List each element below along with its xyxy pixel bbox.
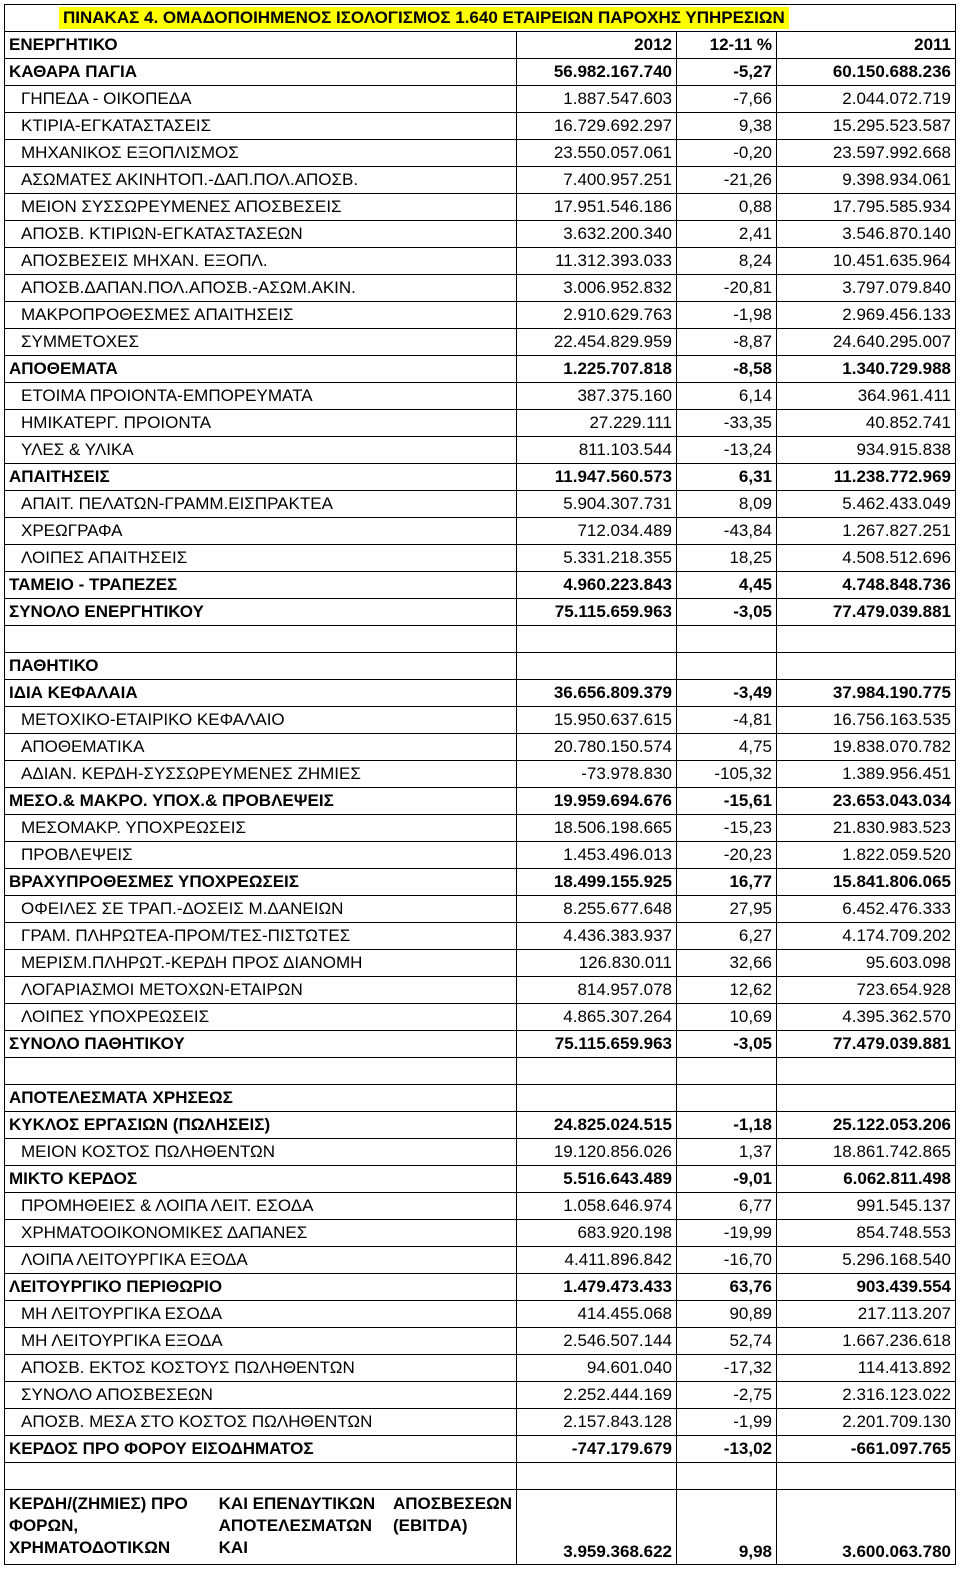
row-pct-change: 0,88 <box>676 194 776 220</box>
row-value-2011: 114.413.892 <box>776 1355 956 1381</box>
row-label: ΧΡΗΜΑΤΟΟΙΚΟΝΟΜΙΚΕΣ ΔΑΠΑΝΕΣ <box>4 1220 516 1246</box>
row-label: ΚΤΙΡΙΑ-ΕΓΚΑΤΑΣΤΑΣΕΙΣ <box>4 113 516 139</box>
row-pct-change: 6,31 <box>676 464 776 490</box>
row-pct-change: 52,74 <box>676 1328 776 1354</box>
table-row <box>4 437 956 464</box>
table-row-blank <box>4 626 956 653</box>
row-value-2011: 25.122.053.206 <box>776 1112 956 1138</box>
table-row <box>4 707 956 734</box>
table-row <box>4 140 956 167</box>
row-value-2012: 814.957.078 <box>516 977 676 1003</box>
table-row <box>4 1436 956 1463</box>
row-value-2011: 2.969.456.133 <box>776 302 956 328</box>
ebitda-row <box>4 1490 956 1565</box>
table-row <box>4 275 956 302</box>
table-row <box>4 329 956 356</box>
row-label: ΓΗΠΕΔΑ - ΟΙΚΟΠΕΔΑ <box>4 86 516 112</box>
table-row <box>4 1112 956 1139</box>
row-pct-change: 4,45 <box>676 572 776 598</box>
row-value-2011: 2.201.709.130 <box>776 1409 956 1435</box>
row-pct-change: -5,27 <box>676 59 776 85</box>
row-pct-change: -3,49 <box>676 680 776 706</box>
row-value-2011: 854.748.553 <box>776 1220 956 1246</box>
header-2012: 2012 <box>516 32 676 58</box>
row-label: ΜΕΙΟΝ ΚΟΣΤΟΣ ΠΩΛΗΘΕΝΤΩΝ <box>4 1139 516 1165</box>
table-row <box>4 1004 956 1031</box>
row-label: ΜΕΣΟ.& ΜΑΚΡΟ. ΥΠΟΧ.& ΠΡΟΒΛΕΨΕΙΣ <box>4 788 516 814</box>
row-pct-change: -4,81 <box>676 707 776 733</box>
row-value-2012: 5.516.643.489 <box>516 1166 676 1192</box>
row-value-2011: 24.640.295.007 <box>776 329 956 355</box>
row-pct-change <box>676 1085 776 1111</box>
table-row <box>4 221 956 248</box>
balance-sheet-table <box>4 4 956 1565</box>
row-pct-change: 2,41 <box>676 221 776 247</box>
row-pct-change: -17,32 <box>676 1355 776 1381</box>
row-pct-change: 32,66 <box>676 950 776 976</box>
row-value-2012: 5.904.307.731 <box>516 491 676 517</box>
table-row <box>4 680 956 707</box>
row-label: ΓΡΑΜ. ΠΛΗΡΩΤΕΑ-ΠΡΟΜ/ΤΕΣ-ΠΙΣΤΩΤΕΣ <box>4 923 516 949</box>
table-row <box>4 86 956 113</box>
row-pct-change: 6,14 <box>676 383 776 409</box>
table-row <box>4 1328 956 1355</box>
table-row <box>4 896 956 923</box>
header-pct: 12-11 % <box>676 32 776 58</box>
row-value-2012: 18.499.155.925 <box>516 869 676 895</box>
row-value-2011: 217.113.207 <box>776 1301 956 1327</box>
row-value-2012: 19.120.856.026 <box>516 1139 676 1165</box>
row-label: ΑΠΟΘΕΜΑΤΙΚΑ <box>4 734 516 760</box>
row-value-2011: 1.340.729.988 <box>776 356 956 382</box>
row-value-2011: 23.597.992.668 <box>776 140 956 166</box>
row-label: ΟΦΕΙΛΕΣ ΣΕ ΤΡΑΠ.-ΔΟΣΕΙΣ Μ.ΔΑΝΕΙΩΝ <box>4 896 516 922</box>
row-label <box>4 1058 516 1084</box>
row-value-2011: 23.653.043.034 <box>776 788 956 814</box>
table-row <box>4 869 956 896</box>
row-value-2011: 3.797.079.840 <box>776 275 956 301</box>
table-row <box>4 977 956 1004</box>
row-label: ΑΠΑΙΤΗΣΕΙΣ <box>4 464 516 490</box>
row-pct-change: -16,70 <box>676 1247 776 1273</box>
row-value-2012 <box>516 1058 676 1084</box>
row-value-2011: 60.150.688.236 <box>776 59 956 85</box>
row-value-2012: 4.411.896.842 <box>516 1247 676 1273</box>
table-row <box>4 1382 956 1409</box>
row-value-2012: -747.179.679 <box>516 1436 676 1462</box>
row-value-2012: 1.453.496.013 <box>516 842 676 868</box>
row-value-2011: 2.044.072.719 <box>776 86 956 112</box>
row-label: ΒΡΑΧΥΠΡΟΘΕΣΜΕΣ ΥΠΟΧΡΕΩΣΕΙΣ <box>4 869 516 895</box>
row-pct-change: -105,32 <box>676 761 776 787</box>
ebitda-label-line2: ΚΑΙ ΕΠΕΝΔΥΤΙΚΩΝ ΑΠΟΤΕΛΕΣΜΑΤΩΝ ΚΑΙ <box>218 1494 376 1557</box>
table-title: ΠΙΝΑΚΑΣ 4. ΟΜΑΔΟΠΟΙΗΜΕΝΟΣ ΙΣΟΛΟΓΙΣΜΟΣ 1.640 ΕΤΑΙΡΕΙΩΝ ΠΑΡΟΧΗΣ ΥΠΗΡΕΣΙΩΝ <box>59 7 789 29</box>
table-row <box>4 653 956 680</box>
row-pct-change: -3,05 <box>676 599 776 625</box>
table-row <box>4 167 956 194</box>
row-pct-change: -20,23 <box>676 842 776 868</box>
row-label: ΣΥΝΟΛΟ ΠΑΘΗΤΙΚΟΥ <box>4 1031 516 1057</box>
row-value-2012: 2.252.444.169 <box>516 1382 676 1408</box>
row-value-2011: 17.795.585.934 <box>776 194 956 220</box>
row-pct-change: -8,58 <box>676 356 776 382</box>
table-row <box>4 491 956 518</box>
row-value-2011: 95.603.098 <box>776 950 956 976</box>
row-value-2012: 27.229.111 <box>516 410 676 436</box>
row-value-2012: -73.978.830 <box>516 761 676 787</box>
row-label: ΑΠΟΣΒ. ΜΕΣΑ ΣΤΟ ΚΟΣΤΟΣ ΠΩΛΗΘΕΝΤΩΝ <box>4 1409 516 1435</box>
row-label: ΜΕΡΙΣΜ.ΠΛΗΡΩΤ.-ΚΕΡΔΗ ΠΡΟΣ ΔΙΑΝΟΜΗ <box>4 950 516 976</box>
row-value-2012: 8.255.677.648 <box>516 896 676 922</box>
table-row <box>4 1274 956 1301</box>
ebitda-label <box>4 1490 516 1564</box>
row-label: ΑΣΩΜΑΤΕΣ ΑΚΙΝΗΤΟΠ.-ΔΑΠ.ΠΟΛ.ΑΠΟΣΒ. <box>4 167 516 193</box>
row-pct-change: -9,01 <box>676 1166 776 1192</box>
row-value-2011: 6.062.811.498 <box>776 1166 956 1192</box>
row-label: ΜΕΙΟΝ ΣΥΣΣΩΡΕΥΜΕΝΕΣ ΑΠΟΣΒΕΣΕΙΣ <box>4 194 516 220</box>
row-label: ΜΗ ΛΕΙΤΟΥΡΓΙΚΑ ΕΣΟΔΑ <box>4 1301 516 1327</box>
row-value-2012: 811.103.544 <box>516 437 676 463</box>
row-value-2011: -661.097.765 <box>776 1436 956 1462</box>
row-pct-change: -33,35 <box>676 410 776 436</box>
table-row <box>4 572 956 599</box>
row-label: ΣΥΝΟΛΟ ΕΝΕΡΓΗΤΙΚΟΥ <box>4 599 516 625</box>
row-pct-change: -21,26 <box>676 167 776 193</box>
table-title-row <box>4 4 956 32</box>
row-pct-change: 6,77 <box>676 1193 776 1219</box>
row-pct-change: -13,24 <box>676 437 776 463</box>
row-pct-change: 27,95 <box>676 896 776 922</box>
row-label: ΜΙΚΤΟ ΚΕΡΔΟΣ <box>4 1166 516 1192</box>
row-label: ΧΡΕΩΓΡΑΦΑ <box>4 518 516 544</box>
row-pct-change: 63,76 <box>676 1274 776 1300</box>
row-value-2012: 11.312.393.033 <box>516 248 676 274</box>
table-row <box>4 545 956 572</box>
row-pct-change: 8,24 <box>676 248 776 274</box>
row-value-2012 <box>516 1463 676 1489</box>
row-value-2012: 56.982.167.740 <box>516 59 676 85</box>
table-row <box>4 464 956 491</box>
row-value-2011: 4.174.709.202 <box>776 923 956 949</box>
row-pct-change: 6,27 <box>676 923 776 949</box>
table-row <box>4 842 956 869</box>
table-row <box>4 302 956 329</box>
table-row <box>4 1193 956 1220</box>
row-value-2011: 10.451.635.964 <box>776 248 956 274</box>
table-row <box>4 248 956 275</box>
ebitda-2012: 3.959.368.622 <box>516 1490 676 1564</box>
row-pct-change: 16,77 <box>676 869 776 895</box>
row-pct-change <box>676 1058 776 1084</box>
row-label: ΛΟΙΠΕΣ ΥΠΟΧΡΕΩΣΕΙΣ <box>4 1004 516 1030</box>
row-pct-change: -43,84 <box>676 518 776 544</box>
row-value-2011: 18.861.742.865 <box>776 1139 956 1165</box>
row-value-2012: 1.479.473.433 <box>516 1274 676 1300</box>
table-row <box>4 1166 956 1193</box>
row-value-2011: 3.546.870.140 <box>776 221 956 247</box>
table-row <box>4 1409 956 1436</box>
row-value-2011: 15.295.523.587 <box>776 113 956 139</box>
row-label: ΙΔΙΑ ΚΕΦΑΛΑΙΑ <box>4 680 516 706</box>
row-value-2012: 20.780.150.574 <box>516 734 676 760</box>
table-row <box>4 1301 956 1328</box>
row-value-2011: 16.756.163.535 <box>776 707 956 733</box>
row-pct-change: -0,20 <box>676 140 776 166</box>
row-label <box>4 1463 516 1489</box>
table-row <box>4 194 956 221</box>
row-value-2011 <box>776 653 956 679</box>
row-value-2012: 5.331.218.355 <box>516 545 676 571</box>
row-pct-change: 9,38 <box>676 113 776 139</box>
row-label: ΑΠΟΣΒ. ΚΤΙΡΙΩΝ-ΕΓΚΑΤΑΣΤΑΣΕΩΝ <box>4 221 516 247</box>
row-pct-change: -2,75 <box>676 1382 776 1408</box>
row-value-2012: 17.951.546.186 <box>516 194 676 220</box>
row-label: ΜΑΚΡΟΠΡΟΘΕΣΜΕΣ ΑΠΑΙΤΗΣΕΙΣ <box>4 302 516 328</box>
row-value-2011: 9.398.934.061 <box>776 167 956 193</box>
row-value-2012: 2.910.629.763 <box>516 302 676 328</box>
row-pct-change <box>676 626 776 652</box>
ebitda-pct: 9,98 <box>676 1490 776 1564</box>
row-pct-change: 12,62 <box>676 977 776 1003</box>
table-row <box>4 410 956 437</box>
row-value-2012: 3.632.200.340 <box>516 221 676 247</box>
row-label: ΑΠΟΘΕΜΑΤΑ <box>4 356 516 382</box>
table-row <box>4 761 956 788</box>
row-label: ΕΤΟΙΜΑ ΠΡΟΙΟΝΤΑ-ΕΜΠΟΡΕΥΜΑΤΑ <box>4 383 516 409</box>
row-value-2012 <box>516 626 676 652</box>
row-value-2011: 77.479.039.881 <box>776 1031 956 1057</box>
row-value-2012: 712.034.489 <box>516 518 676 544</box>
ebitda-label-line3: ΑΠΟΣΒΕΣΕΩΝ (EBITDA) <box>392 1494 512 1535</box>
row-value-2011: 15.841.806.065 <box>776 869 956 895</box>
row-value-2012: 1.225.707.818 <box>516 356 676 382</box>
row-pct-change: -15,23 <box>676 815 776 841</box>
header-2011: 2011 <box>776 32 956 58</box>
row-label: ΣΥΜΜΕΤΟΧΕΣ <box>4 329 516 355</box>
table-row-blank <box>4 1058 956 1085</box>
row-value-2012 <box>516 653 676 679</box>
row-value-2012: 387.375.160 <box>516 383 676 409</box>
row-value-2011: 364.961.411 <box>776 383 956 409</box>
row-label: ΠΡΟΒΛΕΨΕΙΣ <box>4 842 516 868</box>
row-label: ΛΕΙΤΟΥΡΓΙΚΟ ΠΕΡΙΘΩΡΙΟ <box>4 1274 516 1300</box>
row-pct-change: -19,99 <box>676 1220 776 1246</box>
row-value-2012: 1.058.646.974 <box>516 1193 676 1219</box>
row-pct-change: 1,37 <box>676 1139 776 1165</box>
row-value-2012: 126.830.011 <box>516 950 676 976</box>
row-value-2011: 903.439.554 <box>776 1274 956 1300</box>
row-value-2012: 18.506.198.665 <box>516 815 676 841</box>
table-row <box>4 788 956 815</box>
row-pct-change: -7,66 <box>676 86 776 112</box>
row-value-2011: 1.389.956.451 <box>776 761 956 787</box>
row-label: ΚΕΡΔΟΣ ΠΡΟ ΦΟΡΟΥ ΕΙΣΟΔΗΜΑΤΟΣ <box>4 1436 516 1462</box>
row-label: ΠΡΟΜΗΘΕΙΕΣ & ΛΟΙΠΑ ΛΕΙΤ. ΕΣΟΔΑ <box>4 1193 516 1219</box>
row-value-2012: 15.950.637.615 <box>516 707 676 733</box>
row-value-2011: 4.748.848.736 <box>776 572 956 598</box>
row-label: ΜΕΤΟΧΙΚΟ-ΕΤΑΙΡΙΚΟ ΚΕΦΑΛΑΙΟ <box>4 707 516 733</box>
row-pct-change <box>676 1463 776 1489</box>
row-value-2012 <box>516 1085 676 1111</box>
row-value-2012: 7.400.957.251 <box>516 167 676 193</box>
row-label: ΜΗΧΑΝΙΚΟΣ ΕΞΟΠΛΙΣΜΟΣ <box>4 140 516 166</box>
row-value-2011: 1.667.236.618 <box>776 1328 956 1354</box>
table-row <box>4 1031 956 1058</box>
row-value-2012: 414.455.068 <box>516 1301 676 1327</box>
row-label: ΚΥΚΛΟΣ ΕΡΓΑΣΙΩΝ (ΠΩΛΗΣΕΙΣ) <box>4 1112 516 1138</box>
table-row <box>4 1085 956 1112</box>
row-value-2012: 683.920.198 <box>516 1220 676 1246</box>
row-value-2011: 19.838.070.782 <box>776 734 956 760</box>
table-row <box>4 59 956 86</box>
table-row <box>4 113 956 140</box>
table-row <box>4 383 956 410</box>
row-value-2012: 36.656.809.379 <box>516 680 676 706</box>
row-label: ΥΛΕΣ & ΥΛΙΚΑ <box>4 437 516 463</box>
row-value-2011: 5.462.433.049 <box>776 491 956 517</box>
row-value-2011: 40.852.741 <box>776 410 956 436</box>
row-pct-change: 90,89 <box>676 1301 776 1327</box>
row-value-2011 <box>776 1058 956 1084</box>
row-value-2012: 3.006.952.832 <box>516 275 676 301</box>
row-label: ΛΟΙΠΕΣ ΑΠΑΙΤΗΣΕΙΣ <box>4 545 516 571</box>
row-value-2012: 16.729.692.297 <box>516 113 676 139</box>
table-row-blank <box>4 1463 956 1490</box>
table-row <box>4 1139 956 1166</box>
row-label: ΑΠΟΣΒ. ΕΚΤΟΣ ΚΟΣΤΟΥΣ ΠΩΛΗΘΕΝΤΩΝ <box>4 1355 516 1381</box>
table-row <box>4 1355 956 1382</box>
row-value-2011: 1.822.059.520 <box>776 842 956 868</box>
table-row <box>4 815 956 842</box>
row-label: ΑΠΟΤΕΛΕΣΜΑΤΑ ΧΡΗΣΕΩΣ <box>4 1085 516 1111</box>
row-value-2012: 2.157.843.128 <box>516 1409 676 1435</box>
row-value-2012: 4.960.223.843 <box>516 572 676 598</box>
ebitda-label-line1: ΚΕΡΔΗ/(ΖΗΜΙΕΣ) ΠΡΟ ΦΟΡΩΝ, ΧΡΗΜΑΤΟΔΟΤΙΚΩΝ <box>9 1494 188 1557</box>
row-value-2011: 723.654.928 <box>776 977 956 1003</box>
row-label: ΑΔΙΑΝ. ΚΕΡΔΗ-ΣΥΣΣΩΡΕΥΜΕΝΕΣ ΖΗΜΙΕΣ <box>4 761 516 787</box>
row-value-2012: 19.959.694.676 <box>516 788 676 814</box>
row-pct-change <box>676 653 776 679</box>
row-value-2011: 4.508.512.696 <box>776 545 956 571</box>
row-value-2011: 21.830.983.523 <box>776 815 956 841</box>
row-value-2012: 75.115.659.963 <box>516 1031 676 1057</box>
table-row <box>4 599 956 626</box>
row-label: ΑΠΟΣΒ.ΔΑΠΑΝ.ΠΟΛ.ΑΠΟΣΒ.-ΑΣΩΜ.ΑΚΙΝ. <box>4 275 516 301</box>
table-row <box>4 1220 956 1247</box>
table-row <box>4 518 956 545</box>
row-label <box>4 626 516 652</box>
row-value-2011: 934.915.838 <box>776 437 956 463</box>
header-row <box>4 32 956 59</box>
row-value-2012: 94.601.040 <box>516 1355 676 1381</box>
row-pct-change: 10,69 <box>676 1004 776 1030</box>
row-pct-change: -15,61 <box>676 788 776 814</box>
ebitda-2011: 3.600.063.780 <box>776 1490 956 1564</box>
row-pct-change: -1,18 <box>676 1112 776 1138</box>
row-pct-change: -20,81 <box>676 275 776 301</box>
row-value-2011: 4.395.362.570 <box>776 1004 956 1030</box>
row-label: ΜΗ ΛΕΙΤΟΥΡΓΙΚΑ ΕΞΟΔΑ <box>4 1328 516 1354</box>
row-value-2011: 2.316.123.022 <box>776 1382 956 1408</box>
row-label: ΑΠΟΣΒΕΣΕΙΣ ΜΗΧΑΝ. ΕΞΟΠΛ. <box>4 248 516 274</box>
row-value-2011: 991.545.137 <box>776 1193 956 1219</box>
row-value-2012: 23.550.057.061 <box>516 140 676 166</box>
row-value-2012: 22.454.829.959 <box>516 329 676 355</box>
row-label: ΤΑΜΕΙΟ - ΤΡΑΠΕΖΕΣ <box>4 572 516 598</box>
table-row <box>4 356 956 383</box>
row-label: ΠΑΘΗΤΙΚΟ <box>4 653 516 679</box>
row-label: ΑΠΑΙΤ. ΠΕΛΑΤΩΝ-ΓΡΑΜΜ.ΕΙΣΠΡΑΚΤΕΑ <box>4 491 516 517</box>
row-pct-change: -8,87 <box>676 329 776 355</box>
row-value-2011: 77.479.039.881 <box>776 599 956 625</box>
row-pct-change: 8,09 <box>676 491 776 517</box>
row-value-2011 <box>776 1085 956 1111</box>
row-label: ΛΟΙΠΑ ΛΕΙΤΟΥΡΓΙΚΑ ΕΞΟΔΑ <box>4 1247 516 1273</box>
row-value-2012: 24.825.024.515 <box>516 1112 676 1138</box>
row-label: ΜΕΣΟΜΑΚΡ. ΥΠΟΧΡΕΩΣΕΙΣ <box>4 815 516 841</box>
row-value-2011 <box>776 1463 956 1489</box>
table-row <box>4 923 956 950</box>
header-label: ΕΝΕΡΓΗΤΙΚΟ <box>4 32 516 58</box>
row-label: ΣΥΝΟΛΟ ΑΠΟΣΒΕΣΕΩΝ <box>4 1382 516 1408</box>
row-pct-change: 18,25 <box>676 545 776 571</box>
row-value-2011: 11.238.772.969 <box>776 464 956 490</box>
row-pct-change: -13,02 <box>676 1436 776 1462</box>
row-value-2012: 1.887.547.603 <box>516 86 676 112</box>
row-value-2011: 6.452.476.333 <box>776 896 956 922</box>
table-row <box>4 1247 956 1274</box>
row-value-2011: 1.267.827.251 <box>776 518 956 544</box>
row-label: ΗΜΙΚΑΤΕΡΓ. ΠΡΟΙΟΝΤΑ <box>4 410 516 436</box>
row-value-2012: 75.115.659.963 <box>516 599 676 625</box>
row-value-2012: 4.436.383.937 <box>516 923 676 949</box>
row-value-2012: 4.865.307.264 <box>516 1004 676 1030</box>
row-pct-change: -1,98 <box>676 302 776 328</box>
row-value-2011: 37.984.190.775 <box>776 680 956 706</box>
table-row <box>4 734 956 761</box>
row-label: ΚΑΘΑΡΑ ΠΑΓΙΑ <box>4 59 516 85</box>
row-label: ΛΟΓΑΡΙΑΣΜΟΙ ΜΕΤΟΧΩΝ-ΕΤΑΙΡΩΝ <box>4 977 516 1003</box>
row-pct-change: -1,99 <box>676 1409 776 1435</box>
table-row <box>4 950 956 977</box>
row-value-2011 <box>776 626 956 652</box>
row-pct-change: 4,75 <box>676 734 776 760</box>
row-value-2012: 11.947.560.573 <box>516 464 676 490</box>
row-value-2012: 2.546.507.144 <box>516 1328 676 1354</box>
row-value-2011: 5.296.168.540 <box>776 1247 956 1273</box>
row-pct-change: -3,05 <box>676 1031 776 1057</box>
